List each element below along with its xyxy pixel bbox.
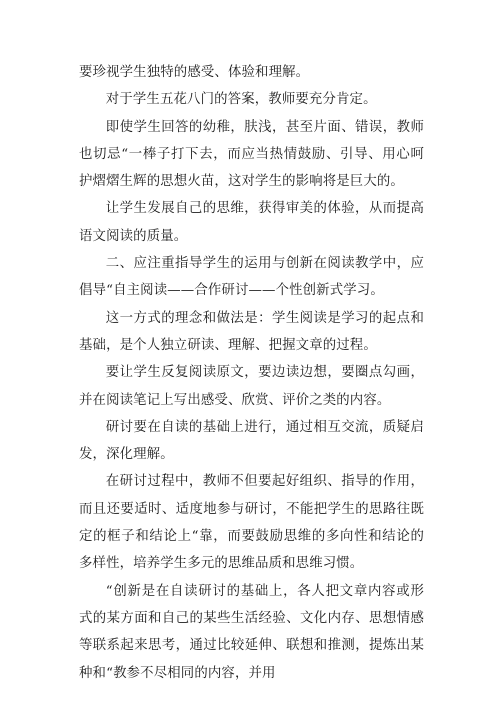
paragraph-4: 让学生发展自己的思维，获得审美的体验，从而提高语文阅读的质量。: [79, 201, 424, 244]
paragraph-1: 要珍视学生独特的感受、体验和理解。: [79, 65, 310, 80]
paragraph-9: 在研讨过程中，教师不但要起好组织、指导的作用，而且还要适时、适度地参与研讨，不能把学生的思路往既定的框子和结论上“靠，而要鼓励思维的多向性和结论的多样性，培养学生多元的思维品质和思维习惯。: [79, 474, 424, 572]
body-text: [79, 59, 424, 687]
paragraph-10: “创新是在自读研讨的基础上，各人把文章内容或形式的某方面和自己的某些生活经验、文化内存、思想情感等联系起来思考，通过比较延伸、联想和推测，提炼出某种和“教参不尽相同的内容，并用: [79, 583, 424, 681]
paragraph-5: 二、应注重指导学生的运用与创新在阅读教学中，应倡导“自主阅读——合作研讨——个性创新式学习。: [79, 256, 424, 299]
paragraph-3: 即使学生回答的幼稚，肤浅，甚至片面、错误，教师也切忌“一棒子打下去，而应当热情鼓励、引导、用心呵护熠熠生辉的思想火苗，这对学生的影响将是巨大的。: [79, 119, 424, 190]
paragraph-8: 研讨要在自读的基础上进行，通过相互交流，质疑启发，深化理解。: [79, 419, 424, 463]
paragraph-2: 对于学生五花八门的答案，教师要充分肯定。: [105, 92, 377, 108]
paragraph-7: 要让学生反复阅读原文，要边读边想，要圈点勾画，并在阅读笔记上写出感受、欣赏、评价之类的内容。: [79, 365, 424, 408]
paragraph-6: 这一方式的理念和做法是：学生阅读是学习的起点和基础，是个人独立研读、理解、把握文章的过程。: [79, 310, 424, 353]
